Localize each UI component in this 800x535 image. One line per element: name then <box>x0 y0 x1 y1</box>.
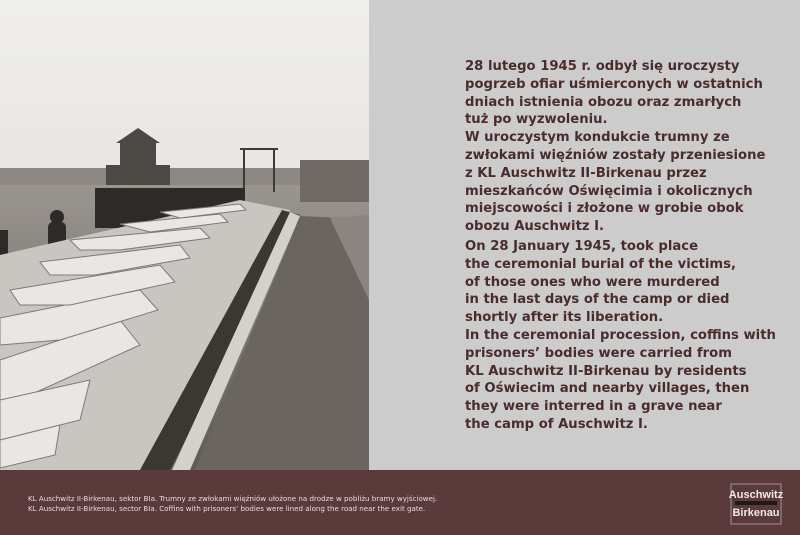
english-description: On 28 January 1945, took place the ceremonial burial of the victims, of those ones who were murdered in the last days of the camp or died shortly after its liberation. In the ceremonial procession, coffins with prisoners’ bodies were carried from KL Auschwitz II-Birkenau by residents of Oświecim and nearby villages, then they were interred in a grave near the camp of Auschwitz I. <box>465 239 776 432</box>
logo-line2: Birkenau <box>732 507 780 519</box>
polish-description: 28 lutego 1945 r. odbył się uroczysty pogrzeb ofiar uśmierconych w ostatnich dniach istnienia obozu oraz zmarłych tuż po wyzwoleniu. W uroczystym kondukcie trumny ze zwłokami więźniów zostały przeniesione z KL Auschwitz II-Birkenau przez mieszkańców Oświęcimia i okolicznych miejscowości i złożone w grobie obok obozu Auschwitz I. <box>465 59 766 235</box>
footer-bar <box>0 470 800 535</box>
caption-english: KL Auschwitz II-Birkenau, sector BIa. Coffins with prisoners’ bodies were lined along the road near the exit gate. <box>28 504 426 513</box>
caption-polish: KL Auschwitz II-Birkenau, sektor BIa. Trumny ze zwłokami więźniów ułożone na drodze w pobliżu bramy wyjściowej. <box>28 494 438 503</box>
historical-photo <box>0 0 369 470</box>
photo-caption <box>28 494 437 514</box>
burial-photo-illustration <box>0 0 369 470</box>
logo-line1: Auschwitz <box>729 489 783 501</box>
auschwitz-birkenau-logo <box>729 478 783 530</box>
text-panel <box>369 0 800 470</box>
